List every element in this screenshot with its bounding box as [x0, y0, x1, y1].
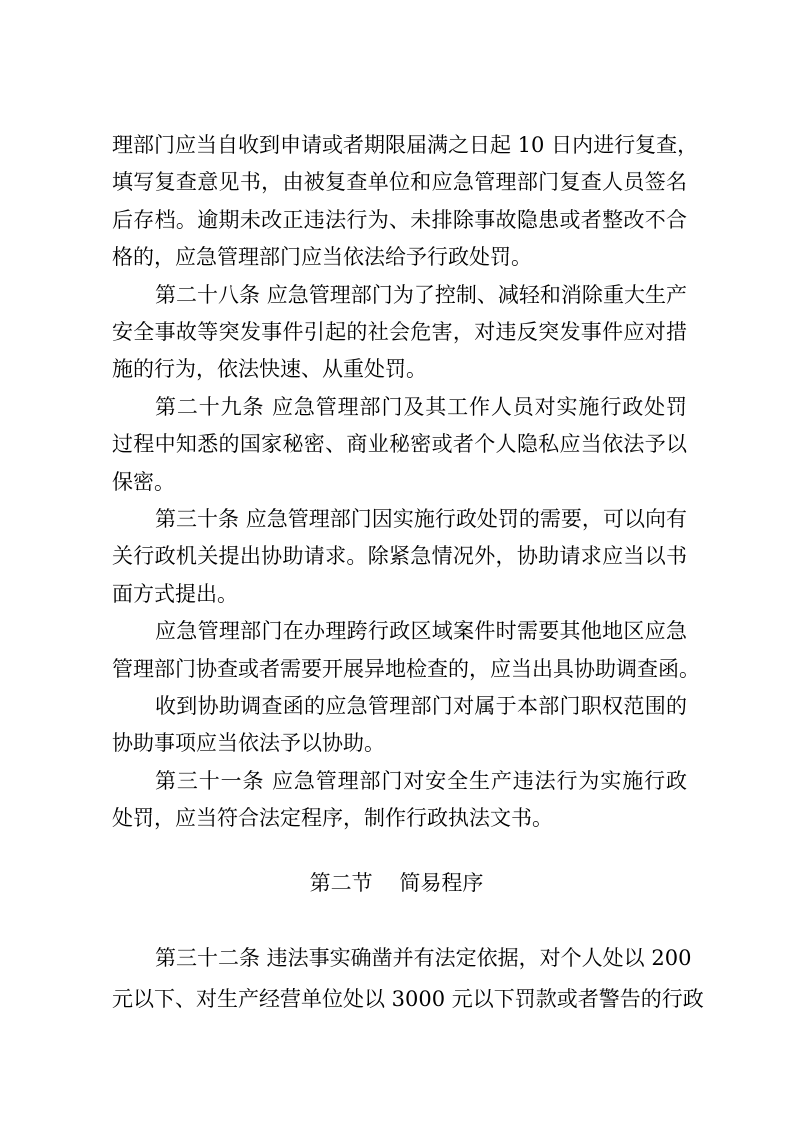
paragraph-line: 收到协助调查函的应急管理部门对属于本部门职权范围的 [155, 694, 687, 718]
paragraph-line: 面方式提出。 [112, 582, 238, 606]
paragraph-line: 安全事故等突发事件引起的社会危害，对违反突发事件应对措 [112, 320, 687, 344]
paragraph-line: 过程中知悉的国家秘密、商业秘密或者个人隐私应当依法予以 [112, 432, 687, 456]
section-heading: 第二节 简易程序 [309, 871, 484, 895]
paragraph-line: 协助事项应当依法予以协助。 [112, 731, 385, 755]
article-32-line: 第三十二条 违法事实确凿并有法定依据，对个人处以 200 [155, 946, 692, 970]
paragraph-line: 管理部门协查或者需要开展异地检查的，应当出具协助调查函。 [112, 657, 700, 681]
paragraph-line: 保密。 [112, 470, 175, 494]
paragraph-line: 后存档。逾期未改正违法行为、未排除事故隐患或者整改不合 [112, 208, 687, 232]
article-28-line: 第二十八条 应急管理部门为了控制、减轻和消除重大生产 [155, 283, 687, 307]
paragraph-line: 应急管理部门在办理跨行政区域案件时需要其他地区应急 [155, 619, 687, 643]
paragraph-line: 处罚，应当符合法定程序，制作行政执法文书。 [112, 806, 553, 830]
article-31-line: 第三十一条 应急管理部门对安全生产违法行为实施行政 [155, 769, 687, 793]
article-29-line: 第二十九条 应急管理部门及其工作人员对实施行政处罚 [155, 395, 687, 419]
paragraph-line: 理部门应当自收到申请或者期限届满之日起 10 日内进行复查， [112, 133, 699, 157]
paragraph-line: 关行政机关提出协助请求。除紧急情况外，协助请求应当以书 [112, 544, 687, 568]
article-30-line: 第三十条 应急管理部门因实施行政处罚的需要，可以向有 [155, 507, 687, 531]
paragraph-line: 格的，应急管理部门应当依法给予行政处罚。 [112, 245, 532, 269]
paragraph-line: 填写复查意见书，由被复查单位和应急管理部门复查人员签名 [112, 170, 687, 194]
paragraph-line: 元以下、对生产经营单位处以 3000 元以下罚款或者警告的行政 [112, 987, 704, 1011]
paragraph-line: 施的行为，依法快速、从重处罚。 [112, 357, 427, 381]
